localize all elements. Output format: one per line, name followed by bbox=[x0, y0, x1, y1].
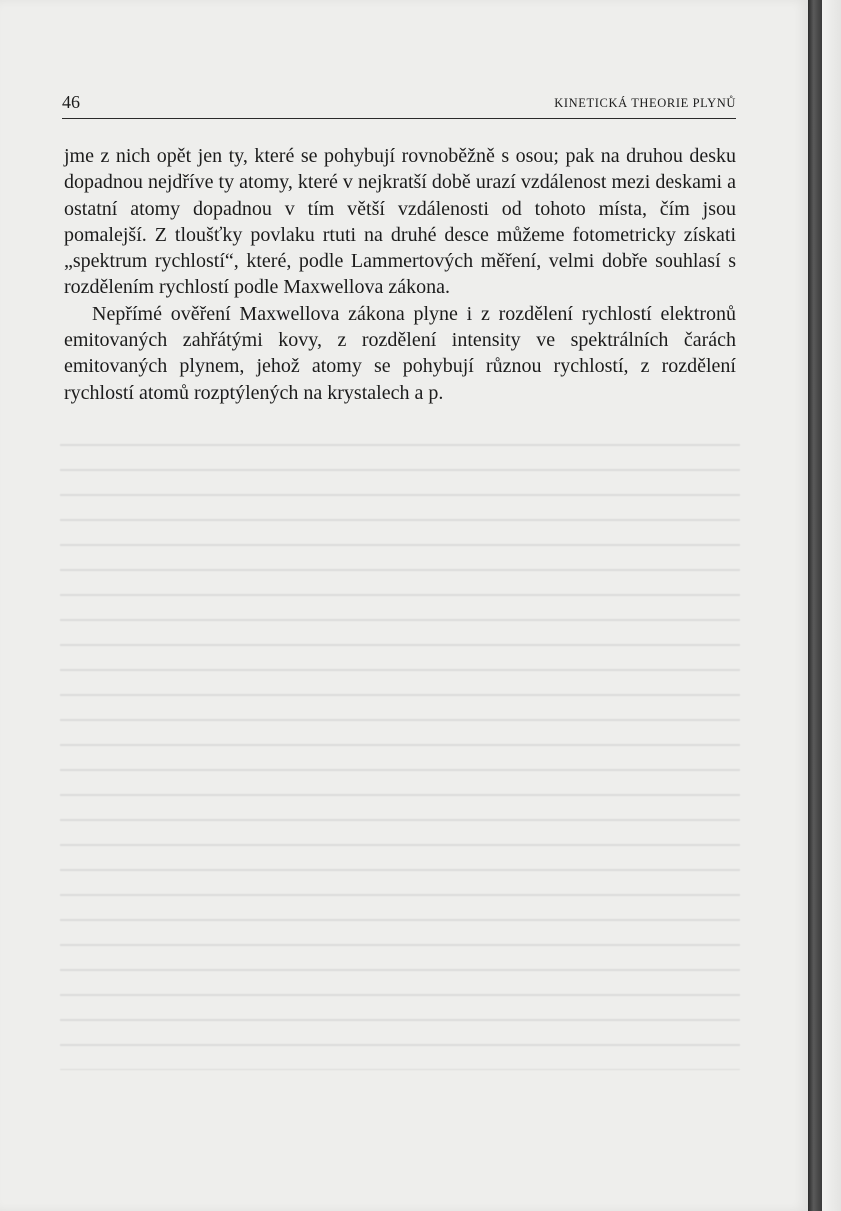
running-title: KINETICKÁ THEORIE PLYNŮ bbox=[554, 96, 736, 110]
running-header bbox=[62, 92, 736, 116]
page-number: 46 bbox=[62, 92, 80, 112]
header-rule bbox=[62, 118, 736, 119]
body-text bbox=[64, 143, 736, 406]
adjacent-page-margin bbox=[822, 0, 841, 1211]
paragraph: Nepřímé ověření Maxwellova zákona plyne i z rozdělení rychlostí elektronů emitovaných zahřátými kovy, z rozdělení intensity ve spektrálních čarách emitovaných plynem, jehož atomy se pohybují různou rychlostí, z rozdělení rychlostí atomů rozptýlených na krystalech a p. bbox=[64, 302, 736, 404]
page-binding-edge bbox=[808, 0, 822, 1211]
show-through-text bbox=[60, 430, 740, 1070]
paragraph: jme z nich opět jen ty, které se pohybují rovnoběžně s osou; pak na druhou desku dopadnou nejdříve ty atomy, které v nejkratší době urazí vzdálenost mezi deskami a ostatní atomy dopadnou v tím větší vzdálenosti od tohoto místa, čím jsou pomalejší. Z tloušťky povlaku rtuti na druhé desce můžeme fotometricky získati „spektrum rychlostí“, které, podle Lammertových měření, velmi dobře souhlasí s rozdělením rychlostí podle Maxwellova zákona. bbox=[64, 145, 736, 299]
